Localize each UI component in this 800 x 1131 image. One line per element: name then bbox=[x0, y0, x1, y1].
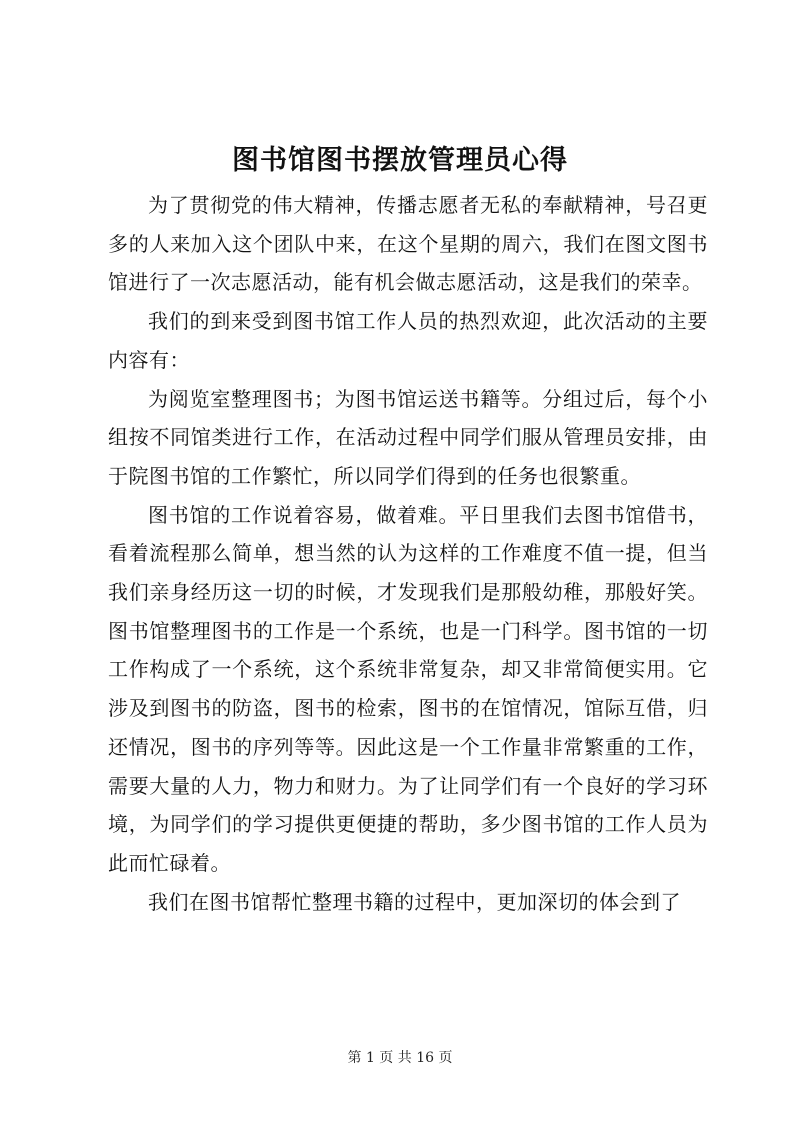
document-body bbox=[108, 186, 708, 921]
paragraph-5: 我们在图书馆帮忙整理书籍的过程中，更加深切的体会到了 bbox=[148, 889, 681, 914]
document-title: 图书馆图书摆放管理员心得 bbox=[232, 145, 568, 176]
paragraph-3: 为阅览室整理图书；为图书馆运送书籍等。分组过后，每个小组按不同馆类进行工作，在活动过程中同学们服从管理员安排，由于院图书馆的工作繁忙，所以同学们得到的任务也很繁重。 bbox=[108, 386, 708, 488]
paragraph-4: 图书馆的工作说着容易，做着难。平日里我们去图书馆借书，看着流程那么简单，想当然的认为这样的工作难度不值一提，但当我们亲身经历这一切的时候，才发现我们是那般幼稚，那般好笑。图书馆整理图书的工作是一个系统，也是一门科学。图书馆的一切工作构成了一个系统，这个系统非常复杂，却又非常简便实用。它涉及到图书的防盗，图书的检索，图书的在馆情况，馆际互借，归还情况，图书的序列等等。因此这是一个工作量非常繁重的工作，需要大量的人力，物力和财力。为了让同学们有一个良好的学习环境，为同学们的学习提供更便捷的帮助，多少图书馆的工作人员为此而忙碌着。 bbox=[108, 502, 708, 875]
paragraph-1: 为了贯彻党的伟大精神，传播志愿者无私的奉献精神，号召更多的人来加入这个团队中来，在这个星期的周六，我们在图文图书馆进行了一次志愿活动，能有机会做志愿活动，这是我们的荣幸。 bbox=[108, 193, 708, 295]
page-footer: 第 1 页 共 16 页 bbox=[347, 1050, 453, 1066]
paragraph-2: 我们的到来受到图书馆工作人员的热烈欢迎，此次活动的主要内容有： bbox=[108, 309, 708, 372]
